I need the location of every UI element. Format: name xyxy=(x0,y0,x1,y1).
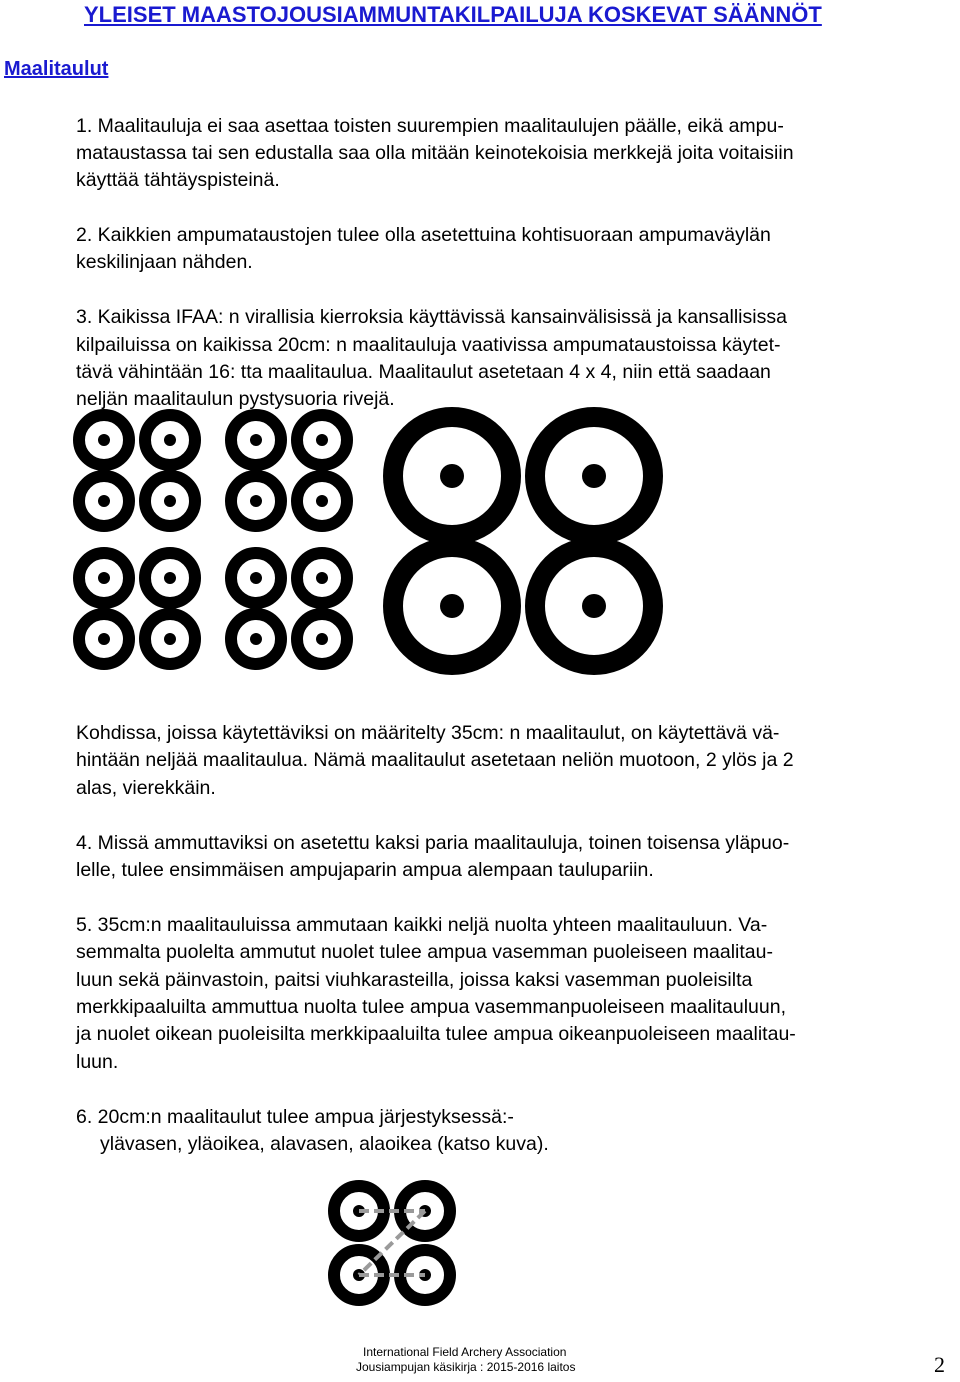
small-target-3 xyxy=(231,415,281,465)
rule-3-line-4: neljän maalitaulun pystysuoria rivejä. xyxy=(76,388,395,410)
small-target-15 xyxy=(231,614,281,664)
target-layout-figure xyxy=(0,405,960,705)
rule-1-line-1: 1. Maalitauluja ei saa asettaa toisten suurempien maalitaulujen päälle, eikä ampu- xyxy=(76,115,784,137)
rule-2-line-2: keskilinjaan nähden. xyxy=(76,251,253,273)
rule-3b-line-3: alas, vierekkäin. xyxy=(76,777,216,799)
rule-6-line-2: ylävasen, yläoikea, alavasen, alaoikea (katso kuva). xyxy=(100,1133,549,1155)
rule-5-line-5: ja nuolet oikean puoleisilta merkkipaaluilta tulee ampua oikeanpuoleiseen maalitau- xyxy=(76,1023,796,1045)
rule-1-line-3: käyttää tähtäyspisteinä. xyxy=(76,169,280,191)
large-target-1 xyxy=(393,417,511,535)
small-target-2 xyxy=(145,415,195,465)
large-targets-block xyxy=(393,417,653,665)
section-heading: Maalitaulut xyxy=(4,58,109,80)
shooting-order-path xyxy=(359,1211,425,1275)
large-target-3 xyxy=(393,547,511,665)
small-target-6 xyxy=(145,476,195,526)
large-target-4 xyxy=(535,547,653,665)
footer-handbook: Jousiampujan käsikirja : 2015-2016 laitos xyxy=(356,1360,576,1374)
rule-4-line-1: 4. Missä ammuttaviksi on asetettu kaksi paria maalitauluja, toinen toisensa yläpuo- xyxy=(76,832,790,854)
rule-3b-line-1: Kohdissa, joissa käytettäviksi on määritelty 35cm: n maalitaulut, on käytettävä vä- xyxy=(76,722,780,744)
rule-3-line-1: 3. Kaikissa IFAA: n virallisia kierroksia käyttävissä kansainvälisissä ja kansallisissa xyxy=(76,306,787,328)
rule-4-line-2: lelle, tulee ensimmäisen ampujaparin ampua alempaan taulupariin. xyxy=(76,859,654,881)
rule-6-line-1: 6. 20cm:n maalitaulut tulee ampua järjestyksessä:- xyxy=(76,1106,514,1128)
rule-3b-line-2: hintään neljää maalitaulua. Nämä maalitaulut asetetaan neliön muotoon, 2 ylös ja 2 xyxy=(76,749,794,771)
small-targets-block xyxy=(79,415,347,664)
rule-5-line-2: semmalta puolelta ammutut nuolet tulee ampua vasemman puoleiseen maalitau- xyxy=(76,941,773,963)
small-target-14 xyxy=(145,614,195,664)
rule-5-line-4: merkkipaaluilta ammuttua nuolta tulee ampua vasemmanpuoleiseen maalitauluun, xyxy=(76,996,786,1018)
small-target-10 xyxy=(145,553,195,603)
small-target-5 xyxy=(79,476,129,526)
small-target-1 xyxy=(79,415,129,465)
small-target-13 xyxy=(79,614,129,664)
footer-organization: International Field Archery Association xyxy=(363,1345,567,1359)
small-target-8 xyxy=(297,476,347,526)
rule-5-line-3: luun sekä päinvastoin, paitsi viuhkarasteilla, joissa kaksi vasemman puoleisilta xyxy=(76,969,753,991)
rule-1-line-2: mataustassa tai sen edustalla saa olla mitään keinotekoisia merkkejä joita voitaisiin xyxy=(76,142,794,164)
rule-3-line-2: kilpailuissa on kaikissa 20cm: n maalitauluja vaativissa ampumataustoissa käytet- xyxy=(76,334,781,356)
rule-5-line-1: 5. 35cm:n maalitauluissa ammutaan kaikki neljä nuolta yhteen maalitauluun. Va- xyxy=(76,914,768,936)
rule-5-line-6: luun. xyxy=(76,1051,119,1073)
small-target-4 xyxy=(297,415,347,465)
page-number: 2 xyxy=(934,1352,945,1377)
small-target-9 xyxy=(79,553,129,603)
small-target-11 xyxy=(231,553,281,603)
page-title: YLEISET MAASTOJOUSIAMMUNTAKILPAILUJA KOSKEVAT SÄÄNNÖT xyxy=(84,2,822,27)
small-target-12 xyxy=(297,553,347,603)
shooting-order-figure xyxy=(320,1175,460,1305)
small-target-7 xyxy=(231,476,281,526)
small-target-16 xyxy=(297,614,347,664)
large-target-2 xyxy=(535,417,653,535)
rule-3-line-3: tävä vähintään 16: tta maalitaulua. Maalitaulut asetetaan 4 x 4, niin että saadaan xyxy=(76,361,771,383)
rule-2-line-1: 2. Kaikkien ampumataustojen tulee olla asetettuina kohtisuoraan ampumaväylän xyxy=(76,224,771,246)
